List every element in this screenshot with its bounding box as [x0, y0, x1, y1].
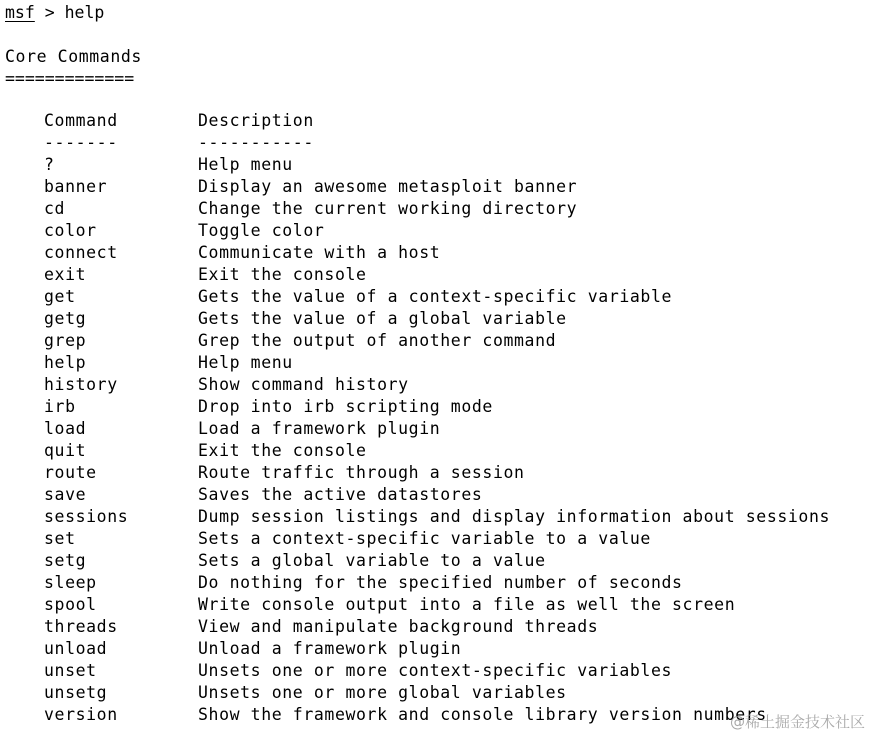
watermark: @稀土掘金技术社区	[729, 713, 865, 731]
command-name: exit	[44, 265, 87, 284]
table-row	[44, 484, 873, 506]
command-description: Gets the value of a context-specific variable	[198, 287, 673, 306]
table-header-row	[44, 110, 873, 132]
command-name: version	[44, 705, 118, 724]
command-name: ?	[44, 155, 55, 174]
table-row	[44, 616, 873, 638]
command-name: quit	[44, 441, 87, 460]
command-name: unload	[44, 639, 108, 658]
table-row	[44, 660, 873, 682]
command-description: Drop into irb scripting mode	[198, 397, 493, 416]
command-description: Route traffic through a session	[198, 463, 525, 482]
command-name: connect	[44, 243, 118, 262]
command-description: Do nothing for the specified number of seconds	[198, 573, 683, 592]
command-description: Toggle color	[198, 221, 325, 240]
command-description: Saves the active datastores	[198, 485, 483, 504]
command-name: sessions	[44, 507, 129, 526]
command-description: Exit the console	[198, 441, 367, 460]
table-row	[44, 330, 873, 352]
command-description: Gets the value of a global variable	[198, 309, 567, 328]
command-name: get	[44, 287, 76, 306]
table-row	[44, 242, 873, 264]
prompt-symbol: >	[34, 3, 65, 22]
table-row	[44, 528, 873, 550]
command-name: unsetg	[44, 683, 108, 702]
command-description: Display an awesome metasploit banner	[198, 177, 578, 196]
command-name: banner	[44, 177, 108, 196]
prompt-command: help	[64, 3, 105, 22]
command-name: route	[44, 463, 97, 482]
command-description: Communicate with a host	[198, 243, 441, 262]
table-row	[44, 396, 873, 418]
command-description: Unsets one or more context-specific variables	[198, 661, 673, 680]
table-row	[44, 308, 873, 330]
command-name: getg	[44, 309, 87, 328]
command-name: setg	[44, 551, 87, 570]
section-underline: =============	[5, 69, 135, 88]
command-description: Grep the output of another command	[198, 331, 557, 350]
command-description: Exit the console	[198, 265, 367, 284]
command-description: Help menu	[198, 353, 293, 372]
table-row	[44, 374, 873, 396]
command-name: load	[44, 419, 87, 438]
command-name: save	[44, 485, 87, 504]
blank-line	[5, 24, 873, 46]
command-name: set	[44, 529, 76, 548]
command-description: Unload a framework plugin	[198, 639, 462, 658]
command-name: cd	[44, 199, 66, 218]
table-row	[44, 418, 873, 440]
table-row	[44, 594, 873, 616]
command-name: unset	[44, 661, 97, 680]
command-description: Sets a context-specific variable to a value	[198, 529, 651, 548]
command-name: sleep	[44, 573, 97, 592]
command-description: Show command history	[198, 375, 409, 394]
table-row	[44, 198, 873, 220]
command-description: View and manipulate background threads	[198, 617, 599, 636]
command-name: grep	[44, 331, 87, 350]
table-row	[44, 352, 873, 374]
command-description: Write console output into a file as well the screen	[198, 595, 736, 614]
command-name: spool	[44, 595, 97, 614]
command-description: Help menu	[198, 155, 293, 174]
command-name: history	[44, 375, 118, 394]
table-row	[44, 638, 873, 660]
table-row	[44, 572, 873, 594]
table-row	[44, 440, 873, 462]
commands-table	[44, 110, 873, 726]
table-row	[44, 176, 873, 198]
column-header-command: Command	[44, 111, 118, 130]
command-name: color	[44, 221, 97, 240]
separator-description: -----------	[198, 133, 314, 152]
command-description: Dump session listings and display information about sessions	[198, 507, 831, 526]
table-row	[44, 550, 873, 572]
column-header-description: Description	[198, 111, 314, 130]
table-row	[44, 682, 873, 704]
separator-command: -------	[44, 133, 118, 152]
command-description: Sets a global variable to a value	[198, 551, 546, 570]
table-row	[44, 462, 873, 484]
table-row	[44, 286, 873, 308]
prompt-line	[5, 2, 873, 24]
table-row	[44, 154, 873, 176]
command-description: Change the current working directory	[198, 199, 578, 218]
command-description: Load a framework plugin	[198, 419, 441, 438]
command-description: Unsets one or more global variables	[198, 683, 567, 702]
command-name: threads	[44, 617, 118, 636]
command-name: irb	[44, 397, 76, 416]
command-name: help	[44, 353, 87, 372]
table-row	[44, 220, 873, 242]
table-row	[44, 264, 873, 286]
prompt-name: msf	[5, 3, 35, 22]
table-row	[44, 506, 873, 528]
command-description: Show the framework and console library version numbers	[198, 705, 767, 724]
section-title: Core Commands	[5, 47, 142, 66]
table-separator-row	[44, 132, 873, 154]
